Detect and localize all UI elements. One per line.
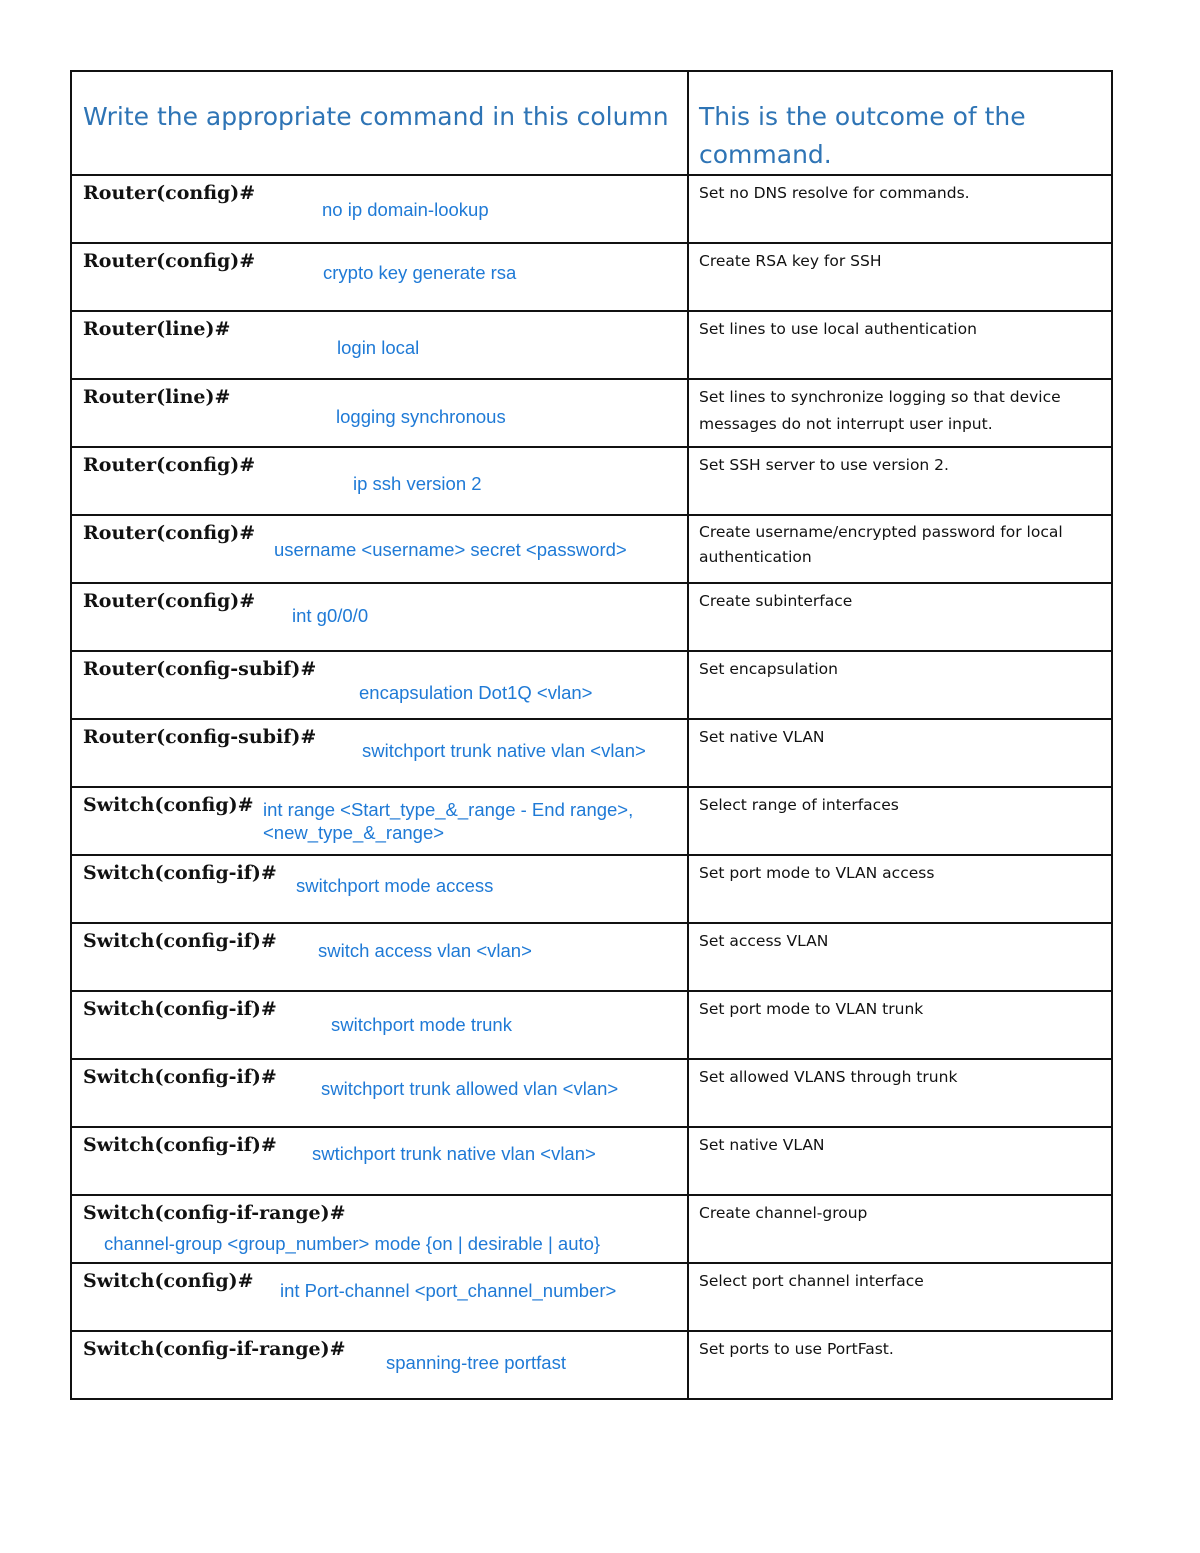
outcome-cell: [689, 1060, 1111, 1126]
command-cell: [72, 312, 689, 378]
outcome-cell: [689, 720, 1111, 786]
table-row: [72, 922, 1111, 990]
command-cell: [72, 380, 689, 446]
cli-prompt: Router(config)#: [83, 590, 256, 612]
command-answer: channel-group <group_number> mode {on | desirable | auto}: [104, 1233, 601, 1254]
table-row: [72, 174, 1111, 242]
command-cell: [72, 720, 689, 786]
outcome-cell: [689, 1128, 1111, 1194]
command-answer: switchport trunk allowed vlan <vlan>: [321, 1078, 619, 1099]
outcome-cell: [689, 584, 1111, 650]
outcome-cell: [689, 856, 1111, 922]
table-row: [72, 310, 1111, 378]
table-row: [72, 242, 1111, 310]
command-cell: [72, 788, 689, 854]
cli-prompt: Router(config)#: [83, 522, 256, 544]
outcome-text: Set lines to use local authentication: [699, 320, 977, 338]
cli-prompt: Switch(config-if)#: [83, 1134, 277, 1156]
outcome-text: Create RSA key for SSH: [699, 252, 882, 270]
cli-prompt: Router(config-subif)#: [83, 726, 317, 748]
command-cell: [72, 244, 689, 310]
command-cell: [72, 176, 689, 242]
table-row: [72, 1126, 1111, 1194]
cli-prompt: Router(config)#: [83, 454, 256, 476]
outcome-cell: [689, 788, 1111, 854]
cli-prompt: Router(config)#: [83, 250, 256, 272]
outcome-text: Select range of interfaces: [699, 796, 899, 814]
table-row: [72, 1330, 1111, 1398]
command-cell: [72, 652, 689, 718]
command-cell: [72, 1060, 689, 1126]
table-row: [72, 718, 1111, 786]
command-answer: int range <Start_type_&_range - End range>, <new_type_&_range>: [263, 799, 634, 843]
outcome-text: Set allowed VLANS through trunk: [699, 1068, 958, 1086]
outcome-cell: [689, 176, 1111, 242]
table-row: [72, 446, 1111, 514]
table-row: [72, 650, 1111, 718]
outcome-text: Set SSH server to use version 2.: [699, 456, 949, 474]
outcome-text: Create channel-group: [699, 1204, 868, 1222]
outcome-text: Set native VLAN: [699, 728, 825, 746]
command-answer: login local: [337, 337, 420, 358]
cli-prompt: Switch(config-if-range)#: [83, 1338, 346, 1360]
outcome-cell: [689, 380, 1111, 446]
command-answer: switchport trunk native vlan <vlan>: [362, 740, 646, 761]
cli-prompt: Router(config)#: [83, 182, 256, 204]
table-row: [72, 514, 1111, 582]
command-answer: spanning-tree portfast: [386, 1352, 566, 1373]
command-answer: switchport mode trunk: [331, 1014, 512, 1035]
command-answer: switchport mode access: [296, 875, 494, 896]
outcome-text: Create subinterface: [699, 592, 853, 610]
outcome-cell: [689, 1332, 1111, 1398]
command-answer: switch access vlan <vlan>: [318, 940, 532, 961]
command-answer: int g0/0/0: [292, 605, 369, 626]
table-row: [72, 1262, 1111, 1330]
cli-prompt: Switch(config-if)#: [83, 998, 277, 1020]
outcome-text: Set encapsulation: [699, 660, 838, 678]
command-cell: [72, 584, 689, 650]
table-row: [72, 786, 1111, 854]
command-answer: ip ssh version 2: [353, 473, 482, 494]
table-row: [72, 990, 1111, 1058]
outcome-text: Set port mode to VLAN access: [699, 864, 935, 882]
cli-prompt: Switch(config-if)#: [83, 930, 277, 952]
outcome-cell: [689, 448, 1111, 514]
command-cell: [72, 992, 689, 1058]
cli-prompt: Router(line)#: [83, 318, 231, 340]
command-table: [70, 70, 1113, 1400]
command-cell: [72, 1264, 689, 1330]
command-answer: no ip domain-lookup: [322, 199, 489, 220]
outcome-cell: [689, 1264, 1111, 1330]
table-row: [72, 1194, 1111, 1262]
outcome-text: Set lines to synchronize logging so that device messages do not interrupt user input.: [699, 388, 1061, 433]
cli-prompt: Router(line)#: [83, 386, 231, 408]
outcome-cell: [689, 992, 1111, 1058]
command-answer: int Port-channel <port_channel_number>: [280, 1280, 617, 1301]
outcome-cell: [689, 312, 1111, 378]
command-answer: encapsulation Dot1Q <vlan>: [359, 682, 593, 703]
cli-prompt: Switch(config)#: [83, 1270, 254, 1292]
outcome-text: Set ports to use PortFast.: [699, 1340, 894, 1358]
command-cell: [72, 516, 689, 582]
outcome-cell: [689, 924, 1111, 990]
outcome-text: Set port mode to VLAN trunk: [699, 1000, 924, 1018]
cli-prompt: Switch(config)#: [83, 794, 254, 816]
command-cell: [72, 856, 689, 922]
table-row: [72, 378, 1111, 446]
cli-prompt: Router(config-subif)#: [83, 658, 317, 680]
cli-prompt: Switch(config-if-range)#: [83, 1202, 346, 1224]
table-row: [72, 582, 1111, 650]
table-row: [72, 854, 1111, 922]
outcome-text: Set no DNS resolve for commands.: [699, 184, 970, 202]
command-answer: swtichport trunk native vlan <vlan>: [312, 1143, 596, 1164]
outcome-column-header: This is the outcome of the command.: [699, 102, 1026, 169]
outcome-cell: [689, 652, 1111, 718]
outcome-cell: [689, 1196, 1111, 1262]
outcome-cell: [689, 244, 1111, 310]
outcome-text: Create username/encrypted password for local authentication: [699, 523, 1063, 566]
cli-prompt: Switch(config-if)#: [83, 862, 277, 884]
command-cell: [72, 924, 689, 990]
outcome-text: Set access VLAN: [699, 932, 829, 950]
command-cell: [72, 1128, 689, 1194]
cli-prompt: Switch(config-if)#: [83, 1066, 277, 1088]
command-cell: [72, 1332, 689, 1398]
outcome-cell: [689, 516, 1111, 582]
table-row: [72, 1058, 1111, 1126]
outcome-text: Select port channel interface: [699, 1272, 924, 1290]
command-answer: username <username> secret <password>: [274, 539, 627, 560]
command-cell: [72, 448, 689, 514]
command-answer: crypto key generate rsa: [323, 262, 517, 283]
table-header: [72, 72, 1111, 174]
command-cell: [72, 1196, 689, 1262]
outcome-text: Set native VLAN: [699, 1136, 825, 1154]
command-answer: logging synchronous: [336, 406, 506, 427]
command-column-header: Write the appropriate command in this column: [72, 72, 689, 174]
